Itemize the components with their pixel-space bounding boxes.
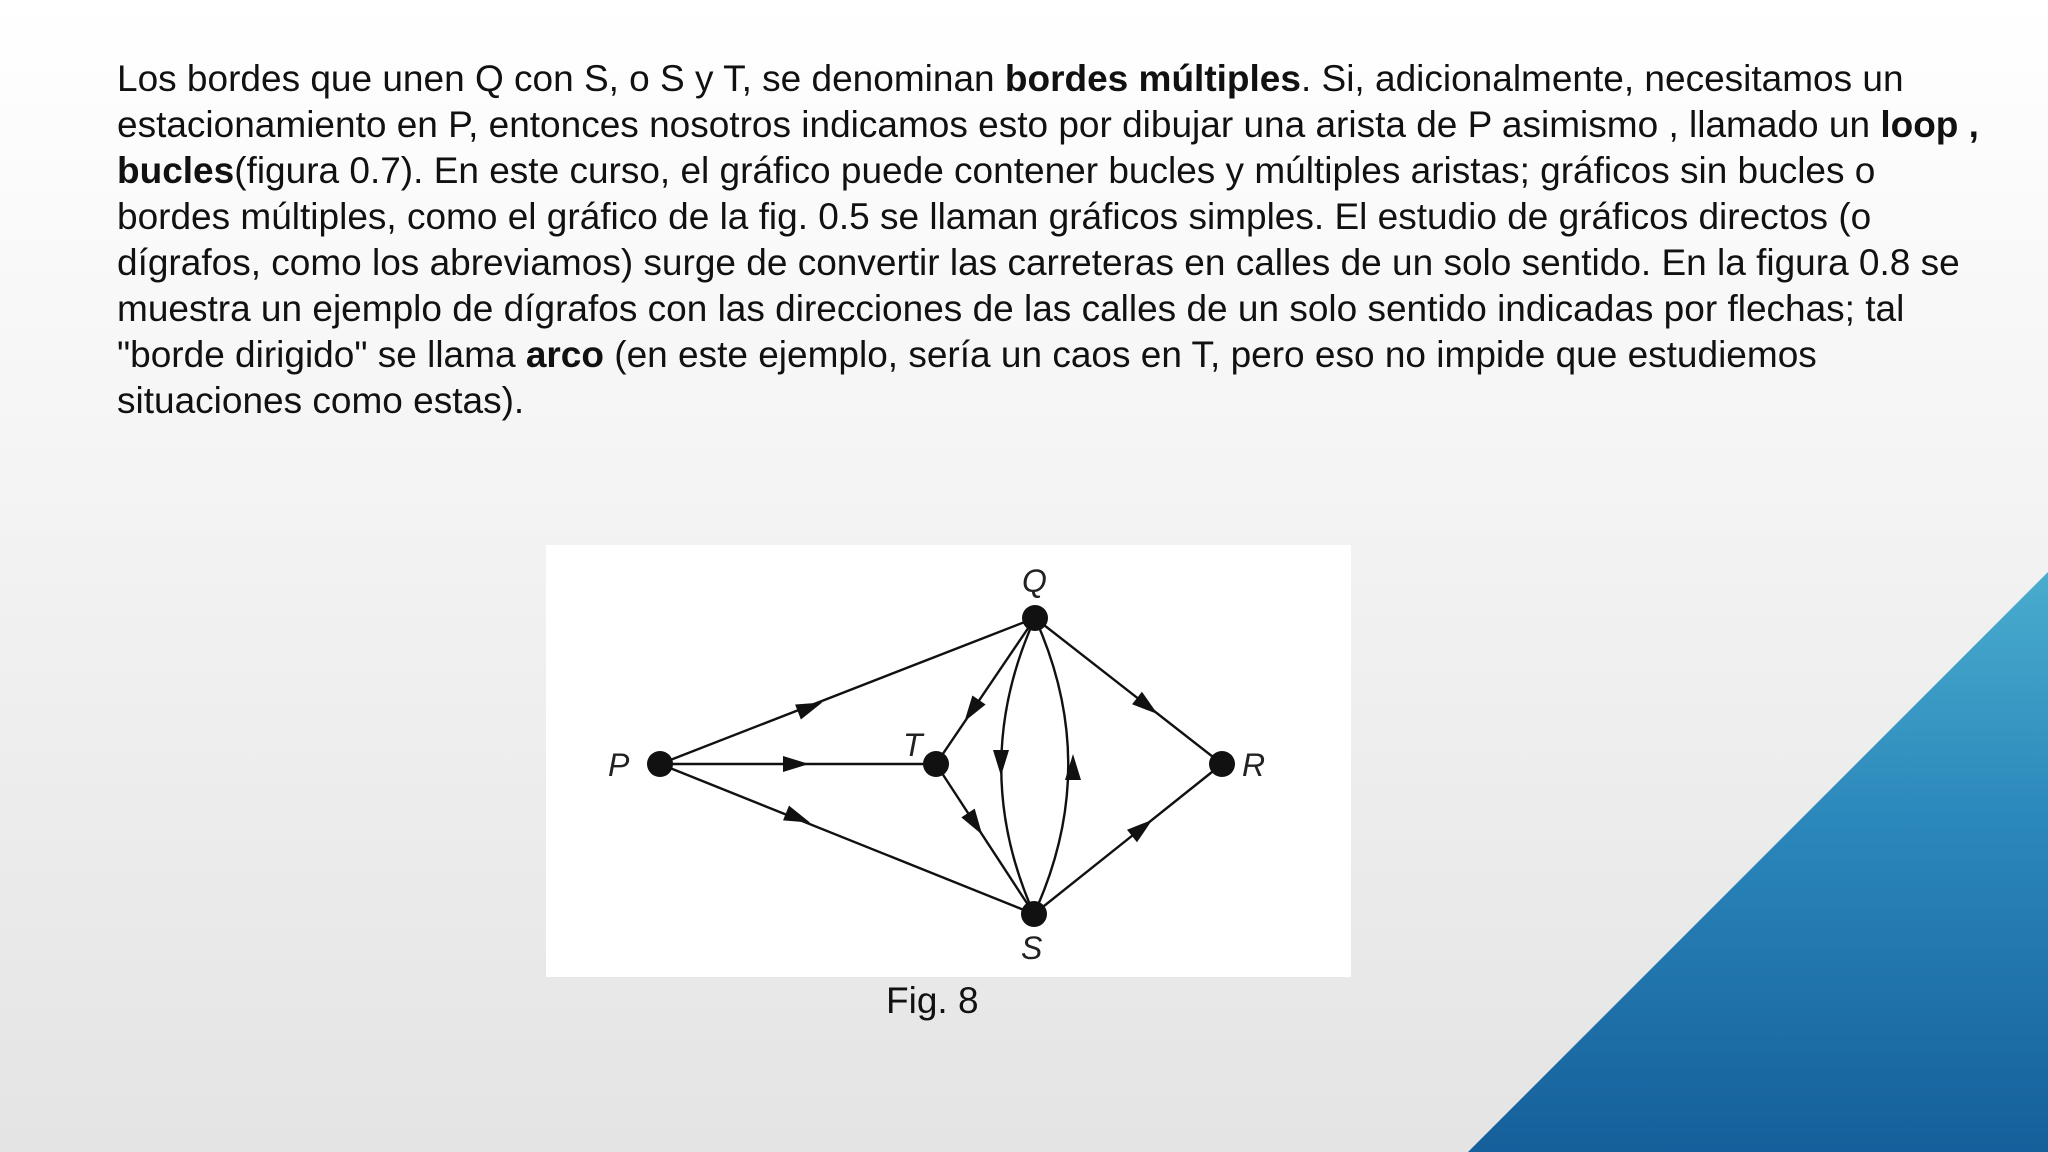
- digraph-figure: [546, 545, 1351, 977]
- arrow-p-s: [783, 806, 813, 831]
- edge-p-s: [660, 764, 1034, 914]
- text-run: Los bordes que unen Q con S, o S y T, se denominan: [117, 58, 1005, 99]
- arrow-q-t: [958, 696, 986, 726]
- node-p: [647, 751, 673, 777]
- node-t: [923, 751, 949, 777]
- text-run: . Si, adicionalmente, necesitamos un estacionamiento en P, entonces nosotros indicamos esto por dibujar una arista de P asimismo , llamado un: [117, 58, 1904, 145]
- vertices: [647, 605, 1235, 927]
- term-arco: arco: [525, 334, 604, 375]
- edge-p-q: [660, 618, 1035, 764]
- node-r: [1209, 751, 1235, 777]
- node-label-q: Q: [1022, 563, 1047, 599]
- arrow-p-t: [783, 756, 809, 772]
- arrow-t-s: [961, 809, 989, 840]
- term-loop-bucles: loop , bucles: [117, 104, 1979, 191]
- edge-t-s: [936, 764, 1034, 914]
- digraph-diagram: [546, 545, 1351, 977]
- node-label-t: T: [903, 727, 923, 763]
- node-s: [1021, 901, 1047, 927]
- text-run: (figura 0.7). En este curso, el gráfico puede contener bucles y múltiples aristas; gráficos sin bucles o bordes múltiples, como el gráfico de la fig. 0.5 se llaman gráficos simples. El estudio de gráficos directos (o dígrafos, como los abreviamos) surge de convertir las carreteras en calles de un solo sentido. En la figura 0.8 se muestra un ejemplo de dígrafos con las direcciones de las calles de un solo sentido indicadas por flechas; tal "borde dirigido" se llama: [117, 150, 1960, 375]
- text-run: (en este ejemplo, sería un caos en T, pero eso no impide que estudiemos situaciones como estas).: [117, 334, 1817, 421]
- figure-caption: Fig. 8: [886, 980, 979, 1021]
- arrowheads: [783, 692, 1162, 843]
- edge-q-t: [936, 618, 1035, 764]
- arrow-q-s-left: [993, 750, 1009, 776]
- body-paragraph: [117, 56, 1987, 424]
- node-label-r: R: [1242, 747, 1266, 783]
- node-label-p: P: [608, 747, 630, 783]
- arrow-p-q: [795, 695, 825, 719]
- edge-s-r: [1034, 764, 1222, 914]
- edge-s-q-right: [1034, 618, 1068, 914]
- edge-q-r: [1035, 618, 1222, 764]
- term-bordes-multiples: bordes múltiples: [1004, 58, 1301, 99]
- node-label-s: S: [1021, 930, 1043, 966]
- node-q: [1022, 605, 1048, 631]
